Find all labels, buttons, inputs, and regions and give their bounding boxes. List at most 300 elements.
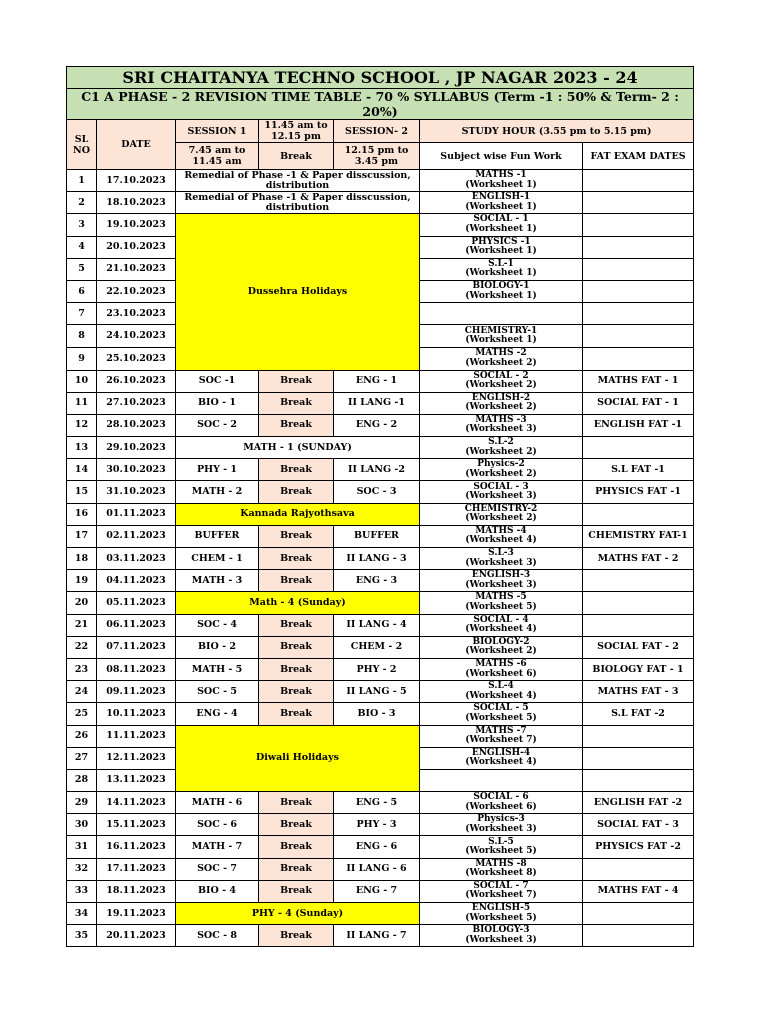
sl-no-cell: 19 [67, 570, 97, 592]
break-cell: Break [259, 880, 334, 902]
fat-exam-cell [583, 214, 694, 236]
fun-work-worksheet: (Worksheet 2) [465, 646, 537, 657]
fun-work-cell [420, 858, 583, 880]
session1-cell: SOC - 4 [176, 614, 259, 636]
table-row [67, 414, 694, 436]
date-cell: 30.10.2023 [97, 459, 176, 481]
session1-cell: SOC - 5 [176, 681, 259, 703]
sl-no-cell: 7 [67, 303, 97, 325]
sl-no-cell: 11 [67, 392, 97, 414]
fat-exam-cell: MATHS FAT - 4 [583, 880, 694, 902]
session2-cell: PHY - 2 [334, 658, 420, 680]
fun-work-subject: ENGLISH-2 [471, 392, 531, 403]
session1-cell: SOC -1 [176, 370, 259, 392]
fun-work-worksheet: (Worksheet 2) [465, 402, 537, 413]
break-cell: Break [259, 459, 334, 481]
fat-exam-cell [583, 769, 694, 791]
table-row [67, 459, 694, 481]
fun-work-worksheet: (Worksheet 7) [465, 735, 537, 746]
table-row [67, 703, 694, 725]
fun-work-cell [420, 437, 583, 459]
date-cell: 11.11.2023 [97, 725, 176, 747]
fun-work-subject: MATHS -2 [475, 348, 527, 359]
date-cell: 18.11.2023 [97, 880, 176, 902]
fun-work-worksheet: (Worksheet 1) [465, 201, 537, 212]
date-cell: 05.11.2023 [97, 592, 176, 614]
session2-cell: BUFFER [334, 525, 420, 547]
table-row [67, 681, 694, 703]
table-row [67, 392, 694, 414]
highlight-session-cell: Math - 4 (Sunday) [176, 592, 420, 614]
date-cell: 27.10.2023 [97, 392, 176, 414]
sl-no-cell: 21 [67, 614, 97, 636]
fun-work-worksheet: (Worksheet 8) [465, 868, 537, 879]
sl-no-cell: 28 [67, 769, 97, 791]
fun-work-subject: SOCIAL - 3 [473, 481, 529, 492]
sl-no-cell: 33 [67, 880, 97, 902]
merged-session-cell: Remedial of Phase -1 & Paper disscussion, distribution [176, 170, 420, 192]
date-cell: 04.11.2023 [97, 570, 176, 592]
break-cell: Break [259, 570, 334, 592]
session2-cell: II LANG - 3 [334, 548, 420, 570]
table-row [67, 548, 694, 570]
revision-timetable [66, 66, 694, 947]
session1-cell: SOC - 2 [176, 414, 259, 436]
sl-no-cell: 27 [67, 747, 97, 769]
fun-work-cell [420, 325, 583, 348]
break-cell: Break [259, 858, 334, 880]
fun-work-cell [420, 214, 583, 236]
date-cell: 17.10.2023 [97, 170, 176, 192]
sl-no-cell: 18 [67, 548, 97, 570]
fun-work-subject: Physics-2 [477, 459, 525, 470]
break-cell: Break [259, 925, 334, 947]
fun-work-subject: SOCIAL - 7 [473, 880, 529, 891]
date-cell: 14.11.2023 [97, 792, 176, 814]
fun-work-subject: SOCIAL - 4 [473, 614, 529, 625]
fun-work-subject: S.L-1 [488, 258, 514, 269]
table-row [67, 437, 694, 459]
fat-exam-cell [583, 503, 694, 525]
date-cell: 20.10.2023 [97, 236, 176, 258]
break-cell: Break [259, 548, 334, 570]
date-cell: 25.10.2023 [97, 348, 176, 370]
fun-work-cell [420, 747, 583, 769]
sl-no-cell: 24 [67, 681, 97, 703]
session1-cell: CHEM - 1 [176, 548, 259, 570]
sl-no-cell: 5 [67, 258, 97, 280]
fat-exam-cell [583, 614, 694, 636]
fun-work-subject: Physics-3 [477, 814, 525, 825]
header-session1-time: 7.45 am to 11.45 am [176, 143, 259, 170]
fat-exam-cell [583, 903, 694, 925]
fun-work-cell [420, 903, 583, 925]
session2-cell: SOC - 3 [334, 481, 420, 503]
fun-work-subject: MATHS -5 [475, 592, 527, 603]
fun-work-cell [420, 792, 583, 814]
session2-cell: BIO - 3 [334, 703, 420, 725]
fun-work-worksheet: (Worksheet 4) [465, 690, 537, 701]
fun-work-cell [420, 814, 583, 836]
fun-work-subject: BIOLOGY-1 [472, 281, 530, 292]
header-break-time: 11.45 am to 12.15 pm [259, 120, 334, 143]
sl-no-cell: 10 [67, 370, 97, 392]
sl-no-cell: 12 [67, 414, 97, 436]
fat-exam-cell: SOCIAL FAT - 3 [583, 814, 694, 836]
fun-work-cell [420, 658, 583, 680]
sl-no-cell: 14 [67, 459, 97, 481]
session1-cell: SOC - 6 [176, 814, 259, 836]
fun-work-subject: SOCIAL - 5 [473, 703, 529, 714]
date-cell: 03.11.2023 [97, 548, 176, 570]
fun-work-cell [420, 303, 583, 325]
fun-work-cell [420, 392, 583, 414]
table-row [67, 792, 694, 814]
table-row [67, 214, 694, 236]
sl-no-cell: 17 [67, 525, 97, 547]
sl-no-cell: 30 [67, 814, 97, 836]
date-cell: 12.11.2023 [97, 747, 176, 769]
table-row [67, 903, 694, 925]
fat-exam-cell: ENGLISH FAT -1 [583, 414, 694, 436]
fat-exam-cell [583, 236, 694, 258]
session2-cell: ENG - 6 [334, 836, 420, 858]
fun-work-cell [420, 370, 583, 392]
date-cell: 06.11.2023 [97, 614, 176, 636]
fun-work-worksheet: (Worksheet 1) [465, 268, 537, 279]
fun-work-worksheet: (Worksheet 3) [465, 823, 537, 834]
session2-cell: CHEM - 2 [334, 636, 420, 658]
header-session1: SESSION 1 [176, 120, 259, 143]
fun-work-subject: S.L-3 [488, 548, 514, 559]
table-row [67, 370, 694, 392]
date-cell: 20.11.2023 [97, 925, 176, 947]
sl-no-cell: 15 [67, 481, 97, 503]
fun-work-subject: S.L-4 [488, 681, 514, 692]
date-cell: 02.11.2023 [97, 525, 176, 547]
fun-work-cell [420, 769, 583, 791]
session2-cell: ENG - 3 [334, 570, 420, 592]
fun-work-subject: SOCIAL - 1 [473, 214, 529, 225]
sl-no-cell: 32 [67, 858, 97, 880]
sl-no-cell: 4 [67, 236, 97, 258]
session2-cell: ENG - 2 [334, 414, 420, 436]
fun-work-subject: ENGLISH-5 [471, 903, 531, 914]
session1-cell: SOC - 7 [176, 858, 259, 880]
fun-work-worksheet: (Worksheet 2) [465, 357, 537, 368]
sl-no-cell: 3 [67, 214, 97, 236]
break-cell: Break [259, 481, 334, 503]
table-row [67, 880, 694, 902]
sl-no-cell: 6 [67, 280, 97, 302]
break-cell: Break [259, 836, 334, 858]
date-cell: 24.10.2023 [97, 325, 176, 348]
page-subtitle: C1 A PHASE - 2 REVISION TIME TABLE - 70 % SYLLABUS (Term -1 : 50% & Term- 2 : 20%) [67, 89, 694, 120]
fun-work-worksheet: (Worksheet 1) [465, 179, 537, 190]
fun-work-worksheet: (Worksheet 3) [465, 424, 537, 435]
fun-work-worksheet: (Worksheet 2) [465, 468, 537, 479]
fun-work-cell [420, 459, 583, 481]
break-cell: Break [259, 792, 334, 814]
fun-work-subject: PHYSICS -1 [471, 236, 531, 247]
fun-work-cell [420, 280, 583, 302]
fun-work-subject: MATHS -1 [475, 170, 527, 181]
table-row [67, 614, 694, 636]
break-cell: Break [259, 370, 334, 392]
fat-exam-cell: MATHS FAT - 1 [583, 370, 694, 392]
header-session2-time: 12.15 pm to 3.45 pm [334, 143, 420, 170]
fat-exam-cell [583, 725, 694, 747]
fat-exam-cell: CHEMISTRY FAT-1 [583, 525, 694, 547]
table-row [67, 525, 694, 547]
fun-work-subject: ENGLISH-4 [471, 747, 531, 758]
highlight-session-cell: PHY - 4 (Sunday) [176, 903, 420, 925]
sl-no-cell: 22 [67, 636, 97, 658]
table-row [67, 570, 694, 592]
header-break: Break [259, 143, 334, 170]
sl-no-cell: 25 [67, 703, 97, 725]
date-cell: 10.11.2023 [97, 703, 176, 725]
table-row [67, 503, 694, 525]
date-cell: 31.10.2023 [97, 481, 176, 503]
break-cell: Break [259, 614, 334, 636]
fun-work-cell [420, 614, 583, 636]
holiday-block-cell: Diwali Holidays [176, 725, 420, 792]
session2-cell: II LANG - 5 [334, 681, 420, 703]
break-cell: Break [259, 392, 334, 414]
fat-exam-cell: SOCIAL FAT - 2 [583, 636, 694, 658]
fun-work-cell [420, 548, 583, 570]
sl-no-cell: 8 [67, 325, 97, 348]
fun-work-subject: CHEMISTRY-2 [464, 503, 538, 514]
date-cell: 01.11.2023 [97, 503, 176, 525]
fun-work-worksheet: (Worksheet 2) [465, 380, 537, 391]
session2-cell: II LANG -2 [334, 459, 420, 481]
fun-work-cell [420, 681, 583, 703]
fat-exam-cell: S.L FAT -2 [583, 703, 694, 725]
fun-work-cell [420, 192, 583, 214]
page-title: SRI CHAITANYA TECHNO SCHOOL , JP NAGAR 2023 - 24 [67, 67, 694, 89]
sl-no-cell: 13 [67, 437, 97, 459]
table-row [67, 636, 694, 658]
fun-work-subject: CHEMISTRY-1 [464, 325, 538, 336]
fun-work-cell [420, 836, 583, 858]
fat-exam-cell: PHYSICS FAT -1 [583, 481, 694, 503]
session1-cell: BUFFER [176, 525, 259, 547]
header-date: DATE [97, 120, 176, 170]
session2-cell: II LANG - 6 [334, 858, 420, 880]
fun-work-worksheet: (Worksheet 3) [465, 934, 537, 945]
fun-work-worksheet: (Worksheet 6) [465, 801, 537, 812]
fat-exam-cell: ENGLISH FAT -2 [583, 792, 694, 814]
fun-work-worksheet: (Worksheet 2) [465, 446, 537, 457]
date-cell: 21.10.2023 [97, 258, 176, 280]
fat-exam-cell [583, 192, 694, 214]
highlight-session-cell: Kannada Rajyothsava [176, 503, 420, 525]
merged-session-cell: MATH - 1 (SUNDAY) [176, 437, 420, 459]
fun-work-worksheet: (Worksheet 1) [465, 335, 537, 346]
fun-work-cell [420, 925, 583, 947]
session1-cell: PHY - 1 [176, 459, 259, 481]
fat-exam-cell [583, 858, 694, 880]
date-cell: 18.10.2023 [97, 192, 176, 214]
session2-cell: ENG - 7 [334, 880, 420, 902]
date-cell: 19.11.2023 [97, 903, 176, 925]
sl-no-cell: 23 [67, 658, 97, 680]
fun-work-worksheet: (Worksheet 5) [465, 912, 537, 923]
table-row [67, 858, 694, 880]
fat-exam-cell: S.L FAT -1 [583, 459, 694, 481]
session2-cell: ENG - 1 [334, 370, 420, 392]
fun-work-cell [420, 703, 583, 725]
break-cell: Break [259, 525, 334, 547]
date-cell: 17.11.2023 [97, 858, 176, 880]
table-row [67, 814, 694, 836]
fun-work-subject: SOCIAL - 2 [473, 370, 529, 381]
fun-work-worksheet: (Worksheet 1) [465, 290, 537, 301]
fat-exam-cell [583, 592, 694, 614]
date-cell: 08.11.2023 [97, 658, 176, 680]
fun-work-subject: MATHS -3 [475, 414, 527, 425]
fun-work-subject: S.L-2 [488, 437, 514, 448]
fat-exam-cell: MATHS FAT - 2 [583, 548, 694, 570]
fun-work-cell [420, 503, 583, 525]
fat-exam-cell [583, 280, 694, 302]
header-session2: SESSION- 2 [334, 120, 420, 143]
session1-cell: MATH - 2 [176, 481, 259, 503]
fat-exam-cell [583, 437, 694, 459]
break-cell: Break [259, 814, 334, 836]
fun-work-cell [420, 170, 583, 192]
header-sl-no: SL NO [67, 120, 97, 170]
table-row [67, 925, 694, 947]
session1-cell: BIO - 4 [176, 880, 259, 902]
fun-work-worksheet: (Worksheet 3) [465, 491, 537, 502]
fun-work-subject: ENGLISH-3 [471, 570, 531, 581]
session1-cell: SOC - 8 [176, 925, 259, 947]
fun-work-cell [420, 348, 583, 370]
fun-work-cell [420, 880, 583, 902]
session1-cell: MATH - 3 [176, 570, 259, 592]
fun-work-worksheet: (Worksheet 4) [465, 624, 537, 635]
session2-cell: II LANG -1 [334, 392, 420, 414]
break-cell: Break [259, 658, 334, 680]
session2-cell: II LANG - 7 [334, 925, 420, 947]
fun-work-worksheet: (Worksheet 3) [465, 579, 537, 590]
date-cell: 23.10.2023 [97, 303, 176, 325]
sl-no-cell: 9 [67, 348, 97, 370]
table-row [67, 170, 694, 192]
session1-cell: ENG - 4 [176, 703, 259, 725]
fat-exam-cell: SOCIAL FAT - 1 [583, 392, 694, 414]
header-subject-wise: Subject wise Fun Work [420, 143, 583, 170]
fun-work-subject: MATHS -4 [475, 525, 527, 536]
fat-exam-cell [583, 325, 694, 348]
break-cell: Break [259, 414, 334, 436]
sl-no-cell: 34 [67, 903, 97, 925]
session1-cell: BIO - 2 [176, 636, 259, 658]
fat-exam-cell [583, 570, 694, 592]
date-cell: 15.11.2023 [97, 814, 176, 836]
fun-work-cell [420, 481, 583, 503]
session2-cell: II LANG - 4 [334, 614, 420, 636]
break-cell: Break [259, 636, 334, 658]
fat-exam-cell: PHYSICS FAT -2 [583, 836, 694, 858]
fun-work-subject: SOCIAL - 6 [473, 792, 529, 803]
fat-exam-cell [583, 303, 694, 325]
date-cell: 29.10.2023 [97, 437, 176, 459]
fun-work-subject: BIOLOGY-3 [472, 925, 530, 936]
date-cell: 19.10.2023 [97, 214, 176, 236]
sl-no-cell: 2 [67, 192, 97, 214]
fun-work-subject: MATHS -7 [475, 725, 527, 736]
fun-work-worksheet: (Worksheet 6) [465, 668, 537, 679]
fun-work-cell [420, 592, 583, 614]
date-cell: 22.10.2023 [97, 280, 176, 302]
fun-work-worksheet: (Worksheet 4) [465, 535, 537, 546]
table-row [67, 481, 694, 503]
sl-no-cell: 29 [67, 792, 97, 814]
fun-work-worksheet: (Worksheet 7) [465, 890, 537, 901]
fun-work-subject: ENGLISH-1 [471, 192, 531, 203]
sl-no-cell: 1 [67, 170, 97, 192]
fun-work-worksheet: (Worksheet 3) [465, 557, 537, 568]
session1-cell: MATH - 5 [176, 658, 259, 680]
header-study-hour: STUDY HOUR (3.55 pm to 5.15 pm) [420, 120, 694, 143]
sl-no-cell: 31 [67, 836, 97, 858]
fun-work-cell [420, 636, 583, 658]
break-cell: Break [259, 703, 334, 725]
holiday-block-cell: Dussehra Holidays [176, 214, 420, 370]
header-fat-dates: FAT EXAM DATES [583, 143, 694, 170]
session2-cell: PHY - 3 [334, 814, 420, 836]
sl-no-cell: 26 [67, 725, 97, 747]
session1-cell: BIO - 1 [176, 392, 259, 414]
fun-work-worksheet: (Worksheet 1) [465, 246, 537, 257]
fat-exam-cell [583, 258, 694, 280]
fat-exam-cell [583, 747, 694, 769]
table-row [67, 192, 694, 214]
fun-work-cell [420, 258, 583, 280]
date-cell: 09.11.2023 [97, 681, 176, 703]
fun-work-worksheet: (Worksheet 2) [465, 513, 537, 524]
table-row [67, 836, 694, 858]
fun-work-cell [420, 236, 583, 258]
fun-work-cell [420, 525, 583, 547]
fun-work-worksheet: (Worksheet 4) [465, 757, 537, 768]
fat-exam-cell [583, 170, 694, 192]
merged-session-cell: Remedial of Phase -1 & Paper disscussion, distribution [176, 192, 420, 214]
table-row [67, 725, 694, 747]
session2-cell: ENG - 5 [334, 792, 420, 814]
fun-work-cell [420, 570, 583, 592]
fat-exam-cell [583, 348, 694, 370]
fun-work-cell [420, 414, 583, 436]
table-row [67, 592, 694, 614]
date-cell: 16.11.2023 [97, 836, 176, 858]
date-cell: 26.10.2023 [97, 370, 176, 392]
fat-exam-cell: MATHS FAT - 3 [583, 681, 694, 703]
date-cell: 28.10.2023 [97, 414, 176, 436]
fun-work-subject: BIOLOGY-2 [472, 636, 530, 647]
sl-no-cell: 35 [67, 925, 97, 947]
fun-work-cell [420, 725, 583, 747]
sl-no-cell: 20 [67, 592, 97, 614]
fun-work-worksheet: (Worksheet 1) [465, 223, 537, 234]
table-row [67, 658, 694, 680]
break-cell: Break [259, 681, 334, 703]
fun-work-worksheet: (Worksheet 5) [465, 601, 537, 612]
